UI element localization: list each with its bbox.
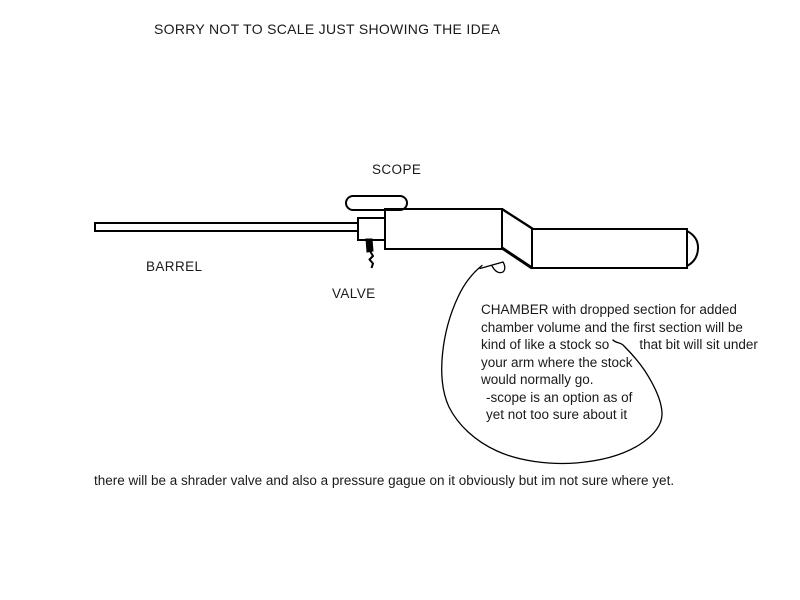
chamber-note-line3-before: kind of like a stock so xyxy=(481,337,610,352)
valve-label: VALVE xyxy=(332,286,376,301)
chamber-drawing xyxy=(532,229,698,268)
barrel-drawing xyxy=(95,222,358,232)
valve-block-drawing xyxy=(358,218,385,240)
chamber-note-line6: -scope is an option as of xyxy=(486,389,633,405)
title-text: SORRY NOT TO SCALE JUST SHOWING THE IDEA xyxy=(154,21,501,37)
chamber-end-cap xyxy=(687,231,698,266)
chamber-note-line2: chamber volume and the first section will be xyxy=(481,319,743,335)
chamber-note-line1: CHAMBER with dropped section for added xyxy=(481,302,737,317)
chamber-note-line5: would normally go. xyxy=(481,372,594,387)
valve-stem-drawing xyxy=(366,239,373,268)
chamber-note-line7: yet not too sure about it xyxy=(486,407,628,422)
drop-section-drawing xyxy=(502,209,533,268)
body-section-drawing xyxy=(385,209,502,249)
arrowhead xyxy=(480,262,503,269)
scope-drawing xyxy=(346,196,407,210)
chamber-note xyxy=(481,301,758,424)
bottom-note: there will be a shrader valve and also a pressure gague on it obviously but im not sure where yet. xyxy=(94,473,675,488)
chamber-note-line4: your arm where the stock xyxy=(481,354,633,370)
chamber-note-line3-after: that bit will sit under xyxy=(639,337,758,352)
barrel-label: BARREL xyxy=(146,259,203,274)
scope-label: SCOPE xyxy=(372,162,422,177)
chamber-note-line3 xyxy=(481,336,758,354)
